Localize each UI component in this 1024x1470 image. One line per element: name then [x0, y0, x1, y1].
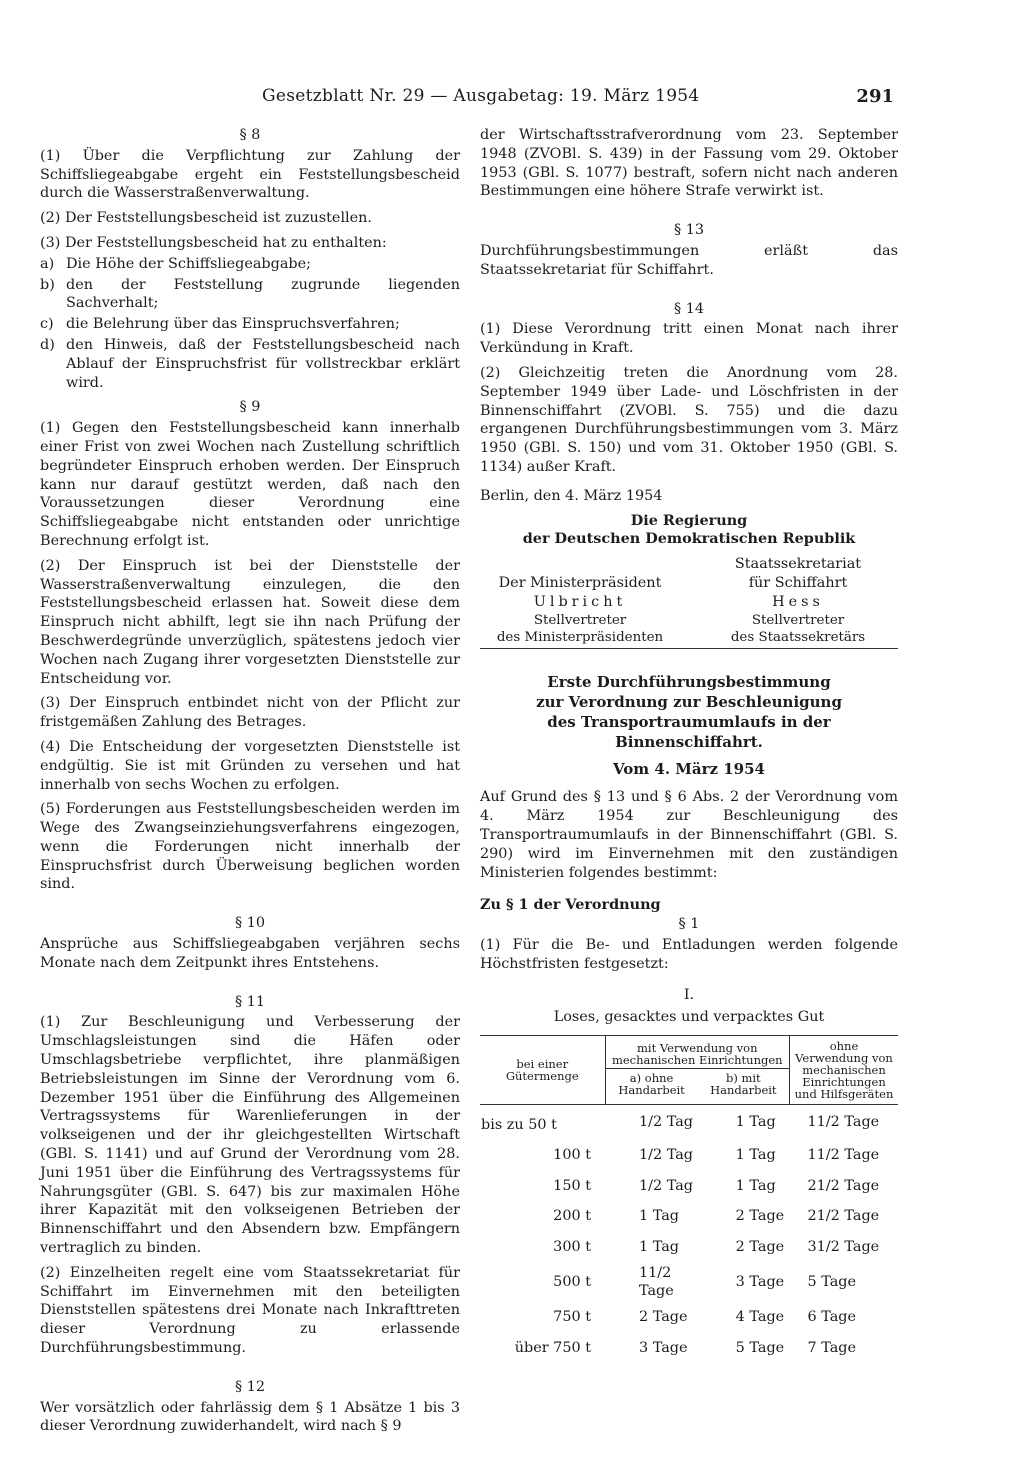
paragraph: Wer vorsätzlich oder fahrlässig dem § 1 Absätze 1 bis 3 dieser Verordnung zuwiderhandelt, wird nach § 9	[40, 1399, 460, 1435]
signature-subtitle: des Staatssekretärs	[730, 629, 866, 645]
page-header	[0, 86, 1024, 116]
list-item: c) die Belehrung über das Einspruchsverfahren;	[40, 316, 400, 333]
right-column	[480, 126, 898, 1363]
page-number: 291	[856, 86, 894, 107]
government-line: der Deutschen Demokratischen Republik	[522, 530, 856, 548]
paragraph: (2) Gleichzeitig treten die Anordnung vom 28. September 1949 über Lade- und Löschfristen in der Binnenschiffahrt (ZVOBl. S. 755) und die dazu ergangenen Durchführungsbestimmungen vom 3. März 1950 (GBl. S. 150) und vom 31. Oktober 1950 (GBl. S. 1134) außer Kraft.	[480, 364, 898, 475]
header-without-handwork: a) ohne Handarbeit	[605, 1069, 698, 1105]
section-heading: § 14	[673, 300, 705, 317]
header-without-mechanical: ohne Verwendung von mechanischen Einrichtungen und Hilfsgeräten	[790, 1036, 899, 1105]
section-heading: § 9	[239, 399, 261, 416]
table-row: 750 t 2 Tage 4 Tage 6 Tage	[553, 1309, 857, 1326]
section-heading: § 8	[239, 127, 261, 143]
header-group-mechanical: mit Verwendung von mechanischen Einrichtungen	[605, 1036, 790, 1069]
list-item: b) den der Feststellung zugrunde liegenden Sachverhalt;	[40, 276, 460, 312]
header-quantity: bei einer Gütermenge	[505, 1057, 579, 1084]
table-row: 200 t 1 Tag 2 Tage 21/2 Tage	[553, 1208, 880, 1225]
running-title: Gesetzblatt Nr. 29 — Ausgabetag: 19. März 1954	[262, 86, 700, 106]
paragraph: Durchführungsbestimmungen erläßt das Staatssekretariat für Schiffahrt.	[480, 242, 898, 278]
paragraph: (1) Über die Verpflichtung zur Zahlung der Schiffsliegeabgabe ergeht ein Feststellungsbescheid durch die Wasserstraßenverwaltung.	[40, 147, 460, 202]
table-row: 300 t 1 Tag 2 Tage 31/2 Tage	[553, 1238, 880, 1255]
table-row: bis zu 50 t 1/2 Tag 1 Tag 11/2 Tage	[481, 1114, 880, 1133]
enumeration-list	[40, 255, 460, 393]
paragraph: (2) Der Feststellungsbescheid ist zuzustellen.	[40, 210, 373, 227]
signature-subtitle: Stellvertreter	[533, 612, 627, 628]
section-heading: § 12	[234, 1378, 266, 1395]
left-column	[40, 126, 460, 1442]
table-row: über 750 t 3 Tage 5 Tage 7 Tage	[514, 1339, 857, 1356]
paragraph: (1) Zur Beschleunigung und Verbesserung der Umschlagsleistungen sind die Häfen oder Umschlagsbetriebe verpflichtet, ihre planmäßigen Betriebsleistungen im Sinne der Verordnung vom 6. Dezember 1951 über die Einführung des Allgemeinen Vertragssystems für Warenlieferungen in der volkseigenen und der ihr gleichgestellten Wirtschaft (GBl. S. 1141) und auf Grund der Verordnung vom 28. Juni 1951 über die Einführung des Vertragssystems für Nahrungsgüter (GBl. S. 647) bis zur maximalen Höhe ihrer Kapazität mit den volkseigenen Betrieben der Binnenschiffahrt und den Absendern bzw. Empfängern vertraglich zu binden.	[40, 1014, 460, 1257]
signatures	[480, 555, 898, 645]
signature-role: Staatssekretariat	[734, 556, 862, 573]
signature-subtitle: Stellvertreter	[751, 612, 845, 628]
signature-name: Ulbricht	[533, 593, 627, 610]
paragraph: (4) Die Entscheidung der vorgesetzten Dienststelle ist endgültig. Sie ist mit Gründen zu versehen und hat innerhalb von sechs Wochen zu erfolgen.	[40, 738, 460, 793]
signature-subtitle: des Ministerpräsidenten	[496, 629, 664, 645]
section-heading: § 10	[234, 915, 266, 932]
paragraph: (2) Einzelheiten regelt eine vom Staatssekretariat für Schiffahrt im Einvernehmen mit den beteiligten Dienststellen spätestens drei Monate nach Inkrafttreten dieser Verordnung zu erlassende Durchführungsbestimmung.	[40, 1264, 460, 1357]
government-line: Die Regierung	[630, 511, 748, 529]
deadline-table	[480, 1035, 898, 1363]
document-title: Erste Durchführungsbestimmung zur Verordnung zur Beschleunigung des Transportraumumlaufs in der Binnenschiffahrt.	[536, 672, 842, 751]
header-with-handwork: b) mit Handarbeit	[710, 1070, 777, 1097]
signature-name: Hess	[772, 593, 824, 610]
paragraph: der Wirtschaftsstrafverordnung vom 23. September 1948 (ZVOBl. S. 439) in der Fassung vom 29. Oktober 1953 (GBl. S. 1077) bestraft, sofern nicht nach anderen Bestimmungen eine höhere Strafe verwirkt ist.	[480, 127, 898, 200]
table-row: 100 t 1/2 Tag 1 Tag 11/2 Tage	[553, 1147, 880, 1164]
paragraph: (2) Der Einspruch ist bei der Dienststelle der Wasserstraßenverwaltung einzulegen, die den Feststellungsbescheid erlassen hat. Soweit diese dem Einspruch nicht abhilft, legt sie ihn nach Prüfung der Beschwerdegründe unverzüglich, spätestens jedoch vier Wochen nach Zugang ihrer vorgesetzten Dienststelle zur Entscheidung vor.	[40, 557, 460, 687]
table-header-row	[480, 1036, 898, 1069]
table-caption: Loses, gesacktes und verpacktes Gut	[553, 1009, 825, 1026]
subheading: Zu § 1 der Verordnung	[480, 896, 661, 914]
section-heading: § 13	[673, 222, 705, 239]
section-heading: § 1	[678, 916, 700, 933]
paragraph: (3) Der Feststellungsbescheid hat zu enthalten:	[40, 234, 387, 251]
paragraph: (1) Diese Verordnung tritt einen Monat nach ihrer Verkündung in Kraft.	[480, 321, 898, 357]
signature-left	[480, 555, 680, 645]
document-date: Vom 4. März 1954	[613, 759, 765, 778]
paragraph: Ansprüche aus Schiffsliegeabgaben verjähren sechs Monate nach dem Zeitpunkt ihres Entstehens.	[40, 936, 460, 971]
section-heading: § 11	[234, 993, 266, 1010]
list-item: a) Die Höhe der Schiffsliegeabgabe;	[40, 255, 311, 272]
list-item: d) den Hinweis, daß der Feststellungsbescheid nach Ablauf der Einspruchsfrist für vollstreckbar erklärt wird.	[40, 336, 460, 391]
paragraph: (3) Der Einspruch entbindet nicht von der Pflicht zur fristgemäßen Zahlung des Betrages.	[40, 695, 460, 731]
table-row: 150 t 1/2 Tag 1 Tag 21/2 Tage	[553, 1177, 880, 1194]
roman-numeral: I.	[683, 986, 695, 1003]
paragraph: (1) Gegen den Feststellungsbescheid kann innerhalb einer Frist von zwei Wochen nach Zustellung schriftlich begründeter Einspruch erhoben werden. Der Einspruch kann nur darauf gestützt werden, daß nach den Voraussetzungen dieser Verordnung eine Schiffsliegeabgabe nicht entstanden oder unrichtige Berechnung erfolgt ist.	[40, 420, 460, 549]
paragraph: (5) Forderungen aus Feststellungsbescheiden werden im Wege des Zwangseinziehungsverfahrens eingezogen, wenn die Forderungen nicht innerhalb der Einspruchsfrist durch Überweisung beglichen worden sind.	[40, 801, 460, 893]
government-heading	[480, 512, 898, 550]
paragraph: (1) Für die Be- und Entladungen werden folgende Höchstfristen festgesetzt:	[480, 936, 898, 972]
place-date: Berlin, den 4. März 1954	[480, 487, 663, 504]
signature-right	[698, 555, 898, 645]
paragraph: Auf Grund des § 13 und § 6 Abs. 2 der Verordnung vom 4. März 1954 zur Beschleunigung des Transportraumumlaufs in der Binnenschiffahrt (GBl. S. 290) wird im Einvernehmen mit den zuständigen Ministerien folgendes bestimmt:	[480, 789, 898, 881]
table-row: 500 t 11/2 Tage 3 Tage 5 Tage	[553, 1264, 857, 1300]
signature-role: Der Ministerpräsident	[498, 574, 662, 591]
signature-role: für Schiffahrt	[748, 574, 848, 591]
